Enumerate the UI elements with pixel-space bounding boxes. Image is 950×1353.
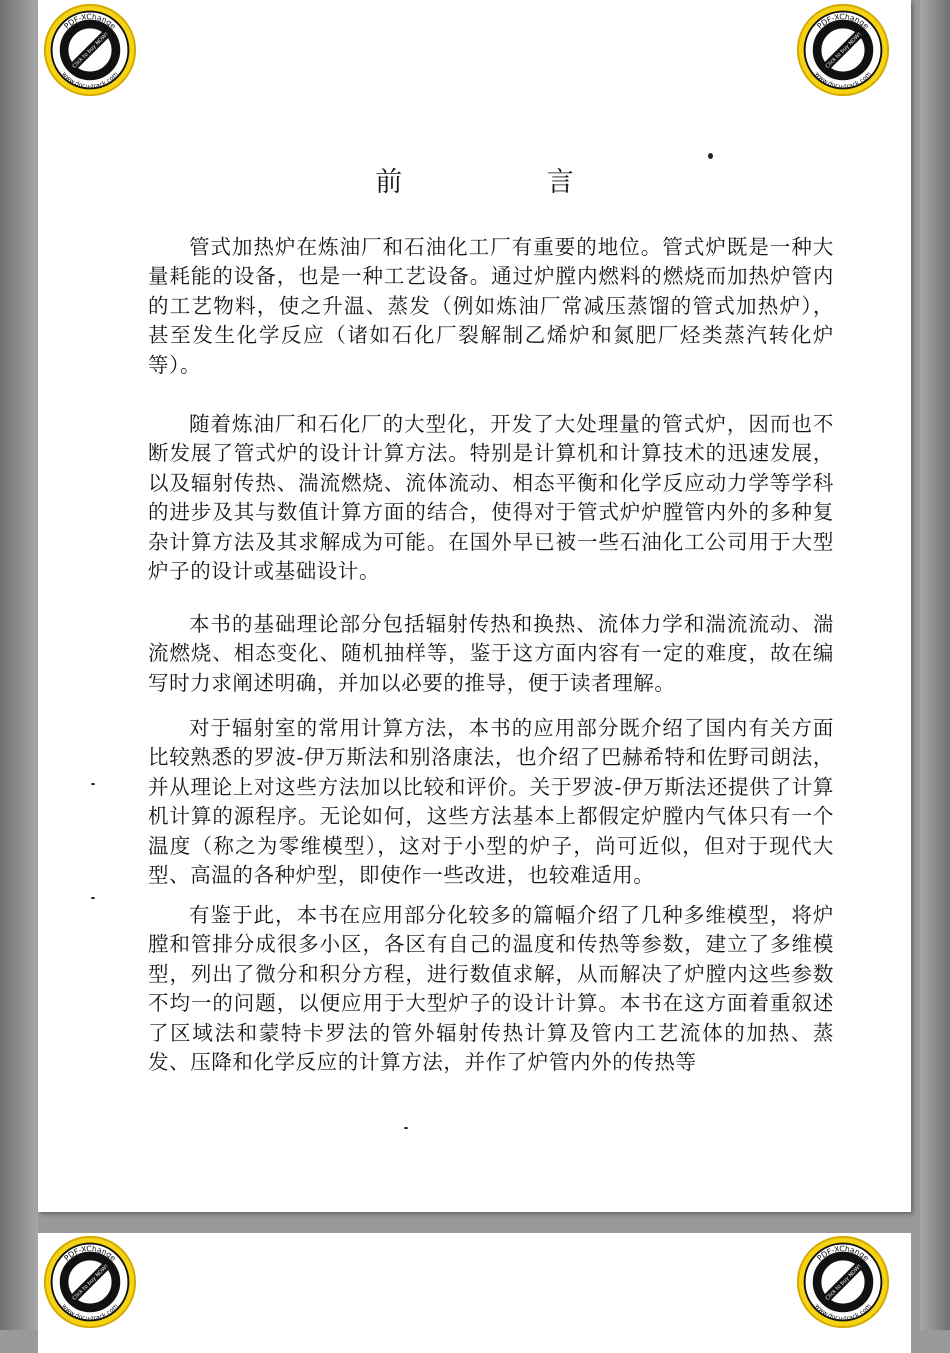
badge-cta-text: Click to buy NOW! xyxy=(71,31,110,70)
pdf-xchange-badge[interactable] xyxy=(795,2,891,98)
document-page xyxy=(38,0,911,1212)
badge-brand-text: PDF-XChange xyxy=(62,12,118,31)
viewer-left-margin xyxy=(0,0,38,1330)
badge-brand-text: PDF-XChange xyxy=(815,12,871,31)
badge-url-text: www.docu-track.com xyxy=(813,70,873,91)
scan-speck xyxy=(91,897,95,899)
badge-brand-text: PDF-XChange xyxy=(62,1244,118,1263)
badge-cta-text: Click to buy NOW! xyxy=(824,1263,863,1302)
page-title: 前 言 xyxy=(375,167,642,198)
paragraph-3: 本书的基础理论部分包括辐射传热和换热、流体力学和湍流流动、湍流燃烧、相态变化、随机抽样等，鉴于这方面内容有一定的难度，故在编写时力求阐述明确，并加以必要的推导，便于读者理解。 xyxy=(148,611,834,695)
paragraph-1: 管式加热炉在炼油厂和石油化工厂有重要的地位。管式炉既是一种大量耗能的设备，也是一种工艺设备。通过炉膛内燃料的燃烧而加热炉管内的工艺物料，使之升温、蒸发（例如炼油厂常减压蒸馏的管式加热炉），甚至发生化学反应（诸如石化厂裂解制乙烯炉和氮肥厂烃类蒸汽转化炉等）。 xyxy=(148,234,834,377)
pdf-xchange-badge[interactable] xyxy=(42,1234,138,1330)
badge-cta-text: Click to buy NOW! xyxy=(71,1263,110,1302)
paragraph-5: 有鉴于此，本书在应用部分化较多的篇幅介绍了几种多维模型，将炉膛和管排分成很多小区，各区有自己的温度和传热等参数，建立了多维模型，列出了微分和积分方程，进行数值求解，从而解决了炉膛内这些参数不均一的问题，以便应用于大型炉子的设计计算。本书在这方面着重叙述了区域法和蒙特卡罗法的管外辐射传热计算及管内工艺流体的加热、蒸发、压降和化学反应的计算方法，并作了炉管内外的传热等 xyxy=(148,902,834,1074)
pdf-xchange-badge[interactable] xyxy=(795,1234,891,1330)
badge-cta-text: Click to buy NOW! xyxy=(824,31,863,70)
scan-speck xyxy=(91,783,95,785)
next-document-page xyxy=(38,1233,911,1353)
scan-speck xyxy=(708,153,713,159)
badge-url-text: www.docu-track.com xyxy=(813,1302,873,1323)
viewer-right-margin xyxy=(920,0,950,1330)
paragraph-4: 对于辐射室的常用计算方法，本书的应用部分既介绍了国内有关方面比较熟悉的罗波-伊万斯法和别洛康法，也介绍了巴赫希特和佐野司朗法，并从理论上对这些方法加以比较和评价。关于罗波-伊万斯法还提供了计算机计算的源程序。无论如何，这些方法基本上都假定炉膛内气体只有一个温度（称之为零维模型），这对于小型的炉子，尚可近似，但对于现代大型、高温的各种炉型，即使作一些改进，也较难适用。 xyxy=(148,715,834,887)
scan-speck xyxy=(404,1127,408,1129)
paragraph-2: 随着炼油厂和石化厂的大型化，开发了大处理量的管式炉，因而也不断发展了管式炉的设计计算方法。特别是计算机和计算技术的迅速发展，以及辐射传热、湍流燃烧、流体流动、相态平衡和化学反应动力学等学科的进步及其与数值计算方面的结合，使得对于管式炉炉膛管内外的多种复杂计算方法及其求解成为可能。在国外早已被一些石油化工公司用于大型炉子的设计或基础设计。 xyxy=(148,411,834,583)
pdf-xchange-badge[interactable] xyxy=(42,2,138,98)
badge-url-text: www.docu-track.com xyxy=(60,1302,120,1323)
badge-url-text: www.docu-track.com xyxy=(60,70,120,91)
badge-brand-text: PDF-XChange xyxy=(815,1244,871,1263)
